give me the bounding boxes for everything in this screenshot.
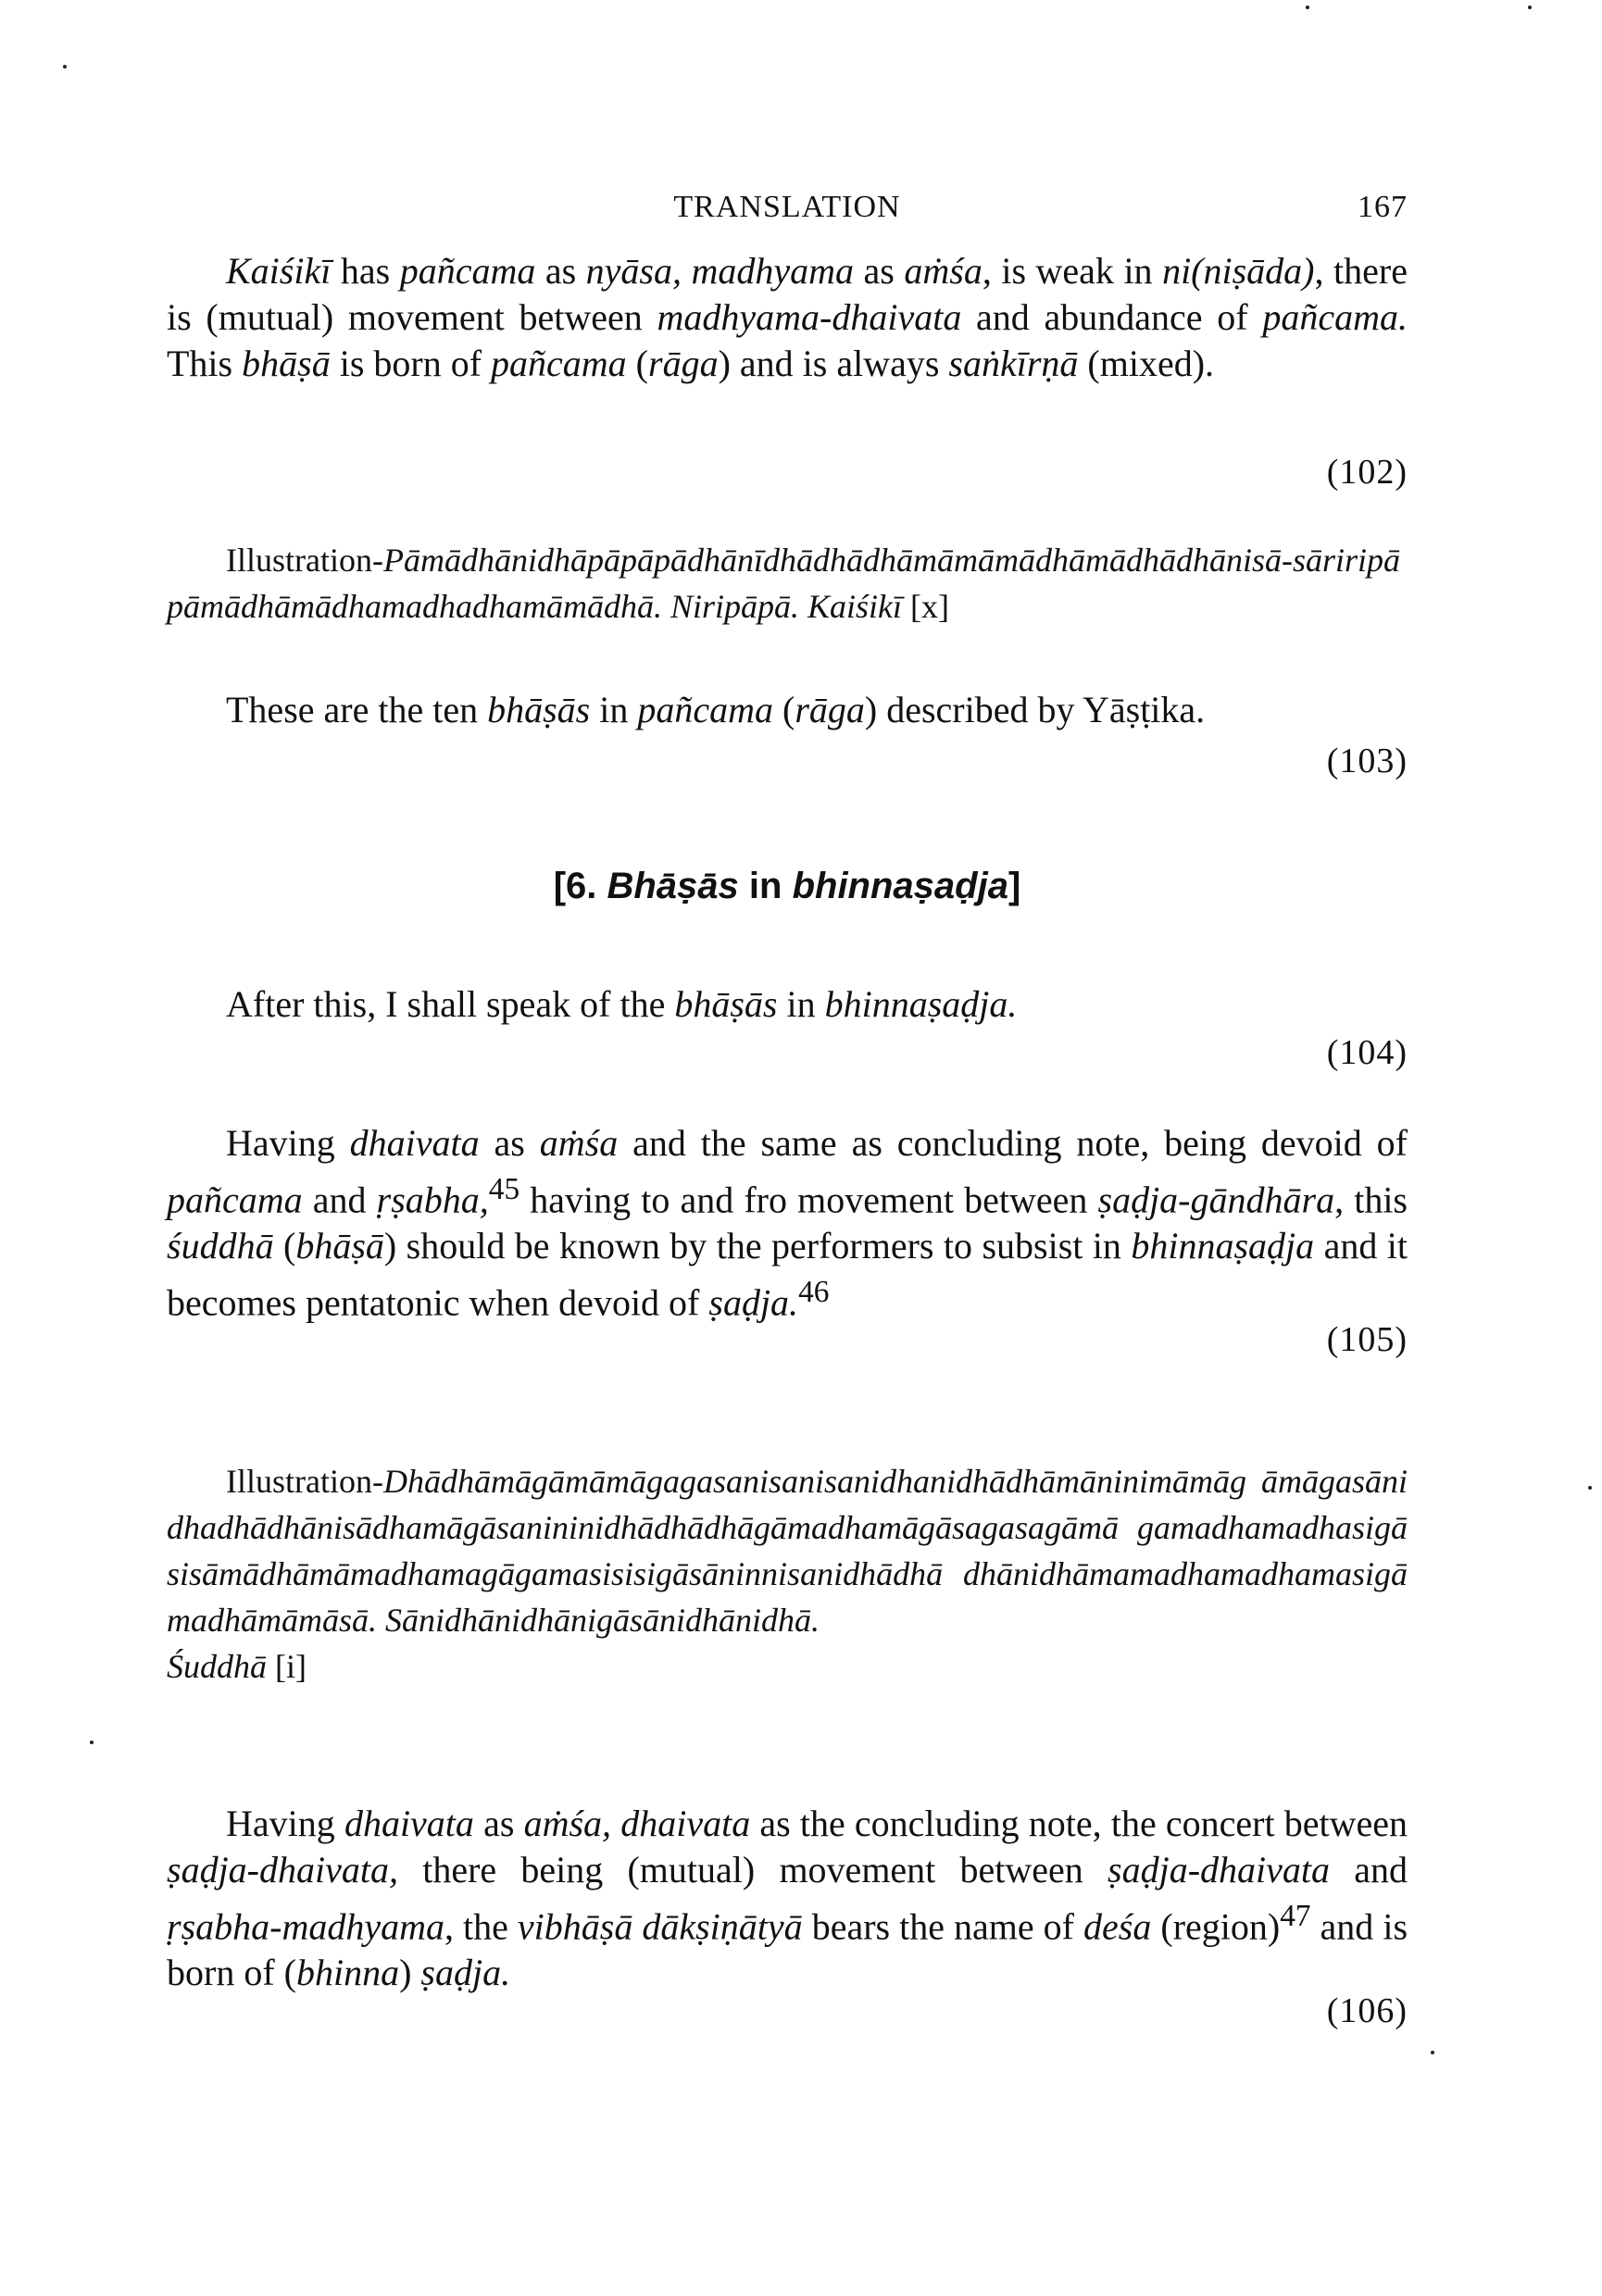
paragraph-after-this: After this, I shall speak of the bhāṣās in bhinnaṣaḍja. [226, 983, 1018, 1025]
paragraph-kaisiki: Kaiśikī has pañcama as nyāsa, madhyama as aṁśa, is weak in ni(niṣāda), there is (mutual) movement between madhyama-dhaivata and abundance of pañcama. This bhāṣā is born of pañcama (rāga) and is always saṅkīrṇā (mixed). [167, 250, 1408, 384]
scan-speck [63, 65, 67, 69]
footnote-ref: 46 [798, 1275, 830, 1310]
paragraph-suddha: Having dhaivata as aṁśa and the same as concluding note, being devoid of pañcama and ṛṣabha,$^{45}$ having to and fro movement between ṣaḍja-gāndhāra, this śuddhā (bhāṣā) should be known by the performers to subsist in bhinnaṣaḍja and it becomes pentatonic when devoid of ṣaḍja.$^{46}$ [167, 1122, 1408, 1324]
paragraph-ten-bhasas: These are the ten bhāṣās in pañcama (rāga) described by Yāṣṭika. [226, 689, 1206, 730]
scan-speck [1306, 6, 1309, 9]
footnote-ref: 45 [488, 1172, 520, 1206]
verse-number: (105) [1326, 1320, 1408, 1359]
illustration-kaisiki: Illustration-Pāmādhānidhāpāpāpādhānīdhādhādhāmāmāmādhāmādhādhānisā-sāriripāpāmādhāmādhamadhadhamāmādhā. Niripāpā. Kaiśikī [x] [167, 542, 1400, 625]
verse-number: (102) [1326, 453, 1408, 492]
footnote-ref: 47 [1280, 1899, 1311, 1933]
section-heading: [6. Bhāṣās in bhinnaṣaḍja] [553, 866, 1021, 906]
scan-speck [1588, 1486, 1592, 1490]
illustration-suddha: Illustration-Dhādhāmāgāmāmāgagasanisanisanidhanidhādhāmāninimāmāg āmāgasānidhadhādhānisādhamāgāsanininidhādhādhāgāmadhamāgāsagasagāmā gamadhamadhasigāsisāmādhāmāmadhamagāgamasisisigāsāninnisanidhādhā dhānidhāmamadhamadhamasigāmadhāmāmāsā. Sānidhānidhānigāsānidhānidhā. Śuddhā [i] [167, 1463, 1408, 1685]
verse-number: (103) [1326, 742, 1408, 780]
verse-number: (104) [1326, 1033, 1408, 1072]
header-title: TRANSLATION [673, 190, 901, 224]
scan-speck [1431, 2051, 1434, 2054]
page-number: 167 [1358, 190, 1408, 224]
running-header [167, 190, 1408, 236]
scan-speck [90, 1741, 94, 1744]
verse-number: (106) [1326, 1991, 1408, 2030]
scan-speck [1528, 6, 1532, 9]
paragraph-desa: Having dhaivata as aṁśa, dhaivata as the concluding note, the concert between ṣaḍja-dhaivata, there being (mutual) movement between ṣaḍja-dhaivata and ṛṣabha-madhyama, the vibhāṣā dākṣiṇātyā bears the name of deśa (region)$^{47}$ and is born of (bhinna) ṣaḍja. [167, 1803, 1408, 1994]
